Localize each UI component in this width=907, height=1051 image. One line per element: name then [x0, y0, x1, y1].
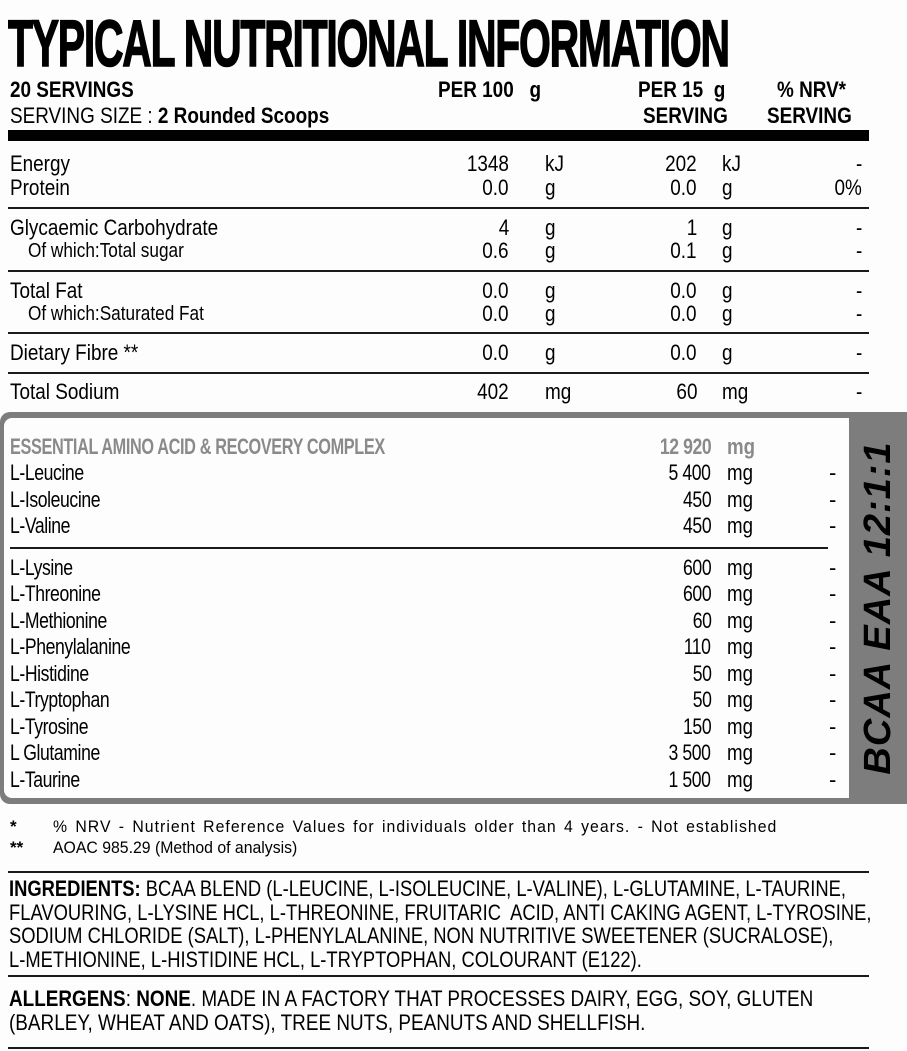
per-serving-unit: g: [722, 215, 733, 240]
per-serving-unit: kJ: [722, 151, 741, 176]
ingredients-line: BCAA BLEND (L-LEUCINE, L-ISOLEUCINE, L-VALINE), L-GLUTAMINE, L-TAURINE,: [140, 876, 847, 901]
amino-value: 5 400: [668, 460, 711, 485]
per-serving-value: 0.0: [670, 175, 697, 200]
nutrient-row-saturated-fat: [0, 302, 870, 326]
per100-value: 4: [498, 215, 509, 240]
amino-nrv: -: [829, 687, 837, 712]
per100-value: 402: [477, 379, 509, 404]
amino-nrv: -: [829, 767, 837, 792]
per100-value: 0.0: [482, 278, 509, 303]
per100-value: 0.0: [482, 301, 509, 326]
amino-heading-row: [4, 434, 849, 460]
amino-row-tryptophan: [4, 687, 849, 713]
nrv-value: -: [855, 301, 862, 326]
amino-label: L Glutamine: [10, 740, 100, 765]
footnote-mark: **: [10, 838, 24, 857]
amino-label: L-Lysine: [10, 555, 73, 580]
amino-label: L-Leucine: [10, 460, 84, 485]
amino-unit: mg: [727, 460, 753, 485]
footnote-mark: *: [10, 817, 17, 836]
per-serving-value: 202: [665, 151, 697, 176]
allergens-value: NONE: [136, 986, 191, 1011]
amino-row-methionine: [4, 608, 849, 634]
amino-label: L-Taurine: [10, 767, 80, 792]
amino-row-lysine: [4, 555, 849, 581]
ingredients-divider: [8, 975, 869, 977]
nrv-value: -: [855, 278, 862, 303]
amino-row-phenylalanine: [4, 634, 849, 660]
amino-row-valine: [4, 513, 849, 539]
amino-row-threonine: [4, 581, 849, 607]
amino-value: 50: [692, 661, 711, 686]
per-serving-unit: g: [722, 278, 733, 303]
per-serving-unit: g: [722, 340, 733, 365]
bcaa-divider: [10, 547, 828, 549]
row-divider: [8, 332, 869, 334]
amino-label: L-Valine: [10, 513, 71, 538]
per-serving-value: 60: [675, 379, 697, 404]
amino-unit: mg: [727, 487, 753, 512]
per-serving-unit: g: [722, 238, 733, 263]
nutrient-row-sugar: [0, 239, 870, 263]
per-serving-value: 0.0: [670, 278, 697, 303]
nrv-value: -: [855, 238, 862, 263]
amino-row-taurine: [4, 767, 849, 793]
nutrient-row-sodium: [0, 380, 870, 404]
per-serving-unit: g: [722, 301, 733, 326]
amino-unit: mg: [727, 608, 753, 633]
amino-label: L-Threonine: [10, 581, 101, 606]
nrv-value: -: [855, 340, 862, 365]
amino-unit: mg: [727, 555, 753, 580]
amino-label: L-Isoleucine: [10, 487, 101, 512]
amino-acid-table: [4, 418, 849, 798]
ingredients-line: L-METHIONINE, L-HISTIDINE HCL, L-TRYPTOPHAN, COLOURANT (E122).: [9, 946, 642, 972]
row-divider: [8, 270, 869, 272]
amino-label: L-Methionine: [10, 608, 107, 633]
amino-value: 50: [692, 687, 711, 712]
bcaa-ratio-sidebar: [850, 412, 907, 804]
ingredients-label: INGREDIENTS:: [9, 876, 141, 901]
amino-unit: mg: [727, 767, 753, 792]
amino-nrv: -: [829, 487, 837, 512]
amino-value: 1 500: [668, 767, 711, 792]
nrv-value: -: [855, 151, 862, 176]
per100-unit: g: [545, 238, 556, 263]
amino-nrv: -: [829, 634, 837, 659]
amino-nrv: -: [829, 608, 837, 633]
nutrient-label: Energy: [10, 151, 70, 176]
allergens-text: . MADE IN A FACTORY THAT PROCESSES DAIRY, EGG, SOY, GLUTEN: [190, 986, 814, 1011]
nutrient-label: Glycaemic Carbohydrate: [10, 215, 219, 240]
amino-unit: mg: [727, 581, 753, 606]
per100-value: 1348: [466, 151, 509, 176]
amino-total-value: 12 920: [659, 434, 711, 459]
per100-unit: g: [545, 278, 556, 303]
amino-unit: mg: [727, 714, 753, 739]
amino-nrv: -: [829, 555, 837, 580]
serving-size-value: 2 Rounded Scoops: [157, 103, 330, 128]
nrv-value: -: [855, 379, 862, 404]
allergens-label: ALLERGENS: [9, 986, 126, 1011]
amino-row-glutamine: [4, 740, 849, 766]
per100-value: 0.0: [482, 340, 509, 365]
page-title: TYPICAL NUTRITIONAL INFORMATION: [8, 6, 729, 80]
column-per-100g: PER 100 g: [438, 77, 542, 102]
amino-unit: mg: [727, 634, 753, 659]
per100-unit: g: [545, 215, 556, 240]
nutrient-label: Of which:Saturated Fat: [28, 303, 204, 325]
serving-size: [10, 103, 381, 129]
per-serving-unit: g: [722, 175, 733, 200]
ingredients-section: [9, 877, 871, 971]
amino-label: L-Histidine: [10, 661, 89, 686]
amino-total-unit: mg: [727, 434, 756, 459]
footnote-text: AOAC 985.29 (Method of analysis): [53, 838, 298, 857]
per100-unit: g: [545, 175, 556, 200]
allergens-divider: [8, 1047, 869, 1049]
per-serving-value: 0.1: [670, 238, 697, 263]
bcaa-ratio-label: BCAA EAA 12:1:1: [857, 441, 899, 775]
amino-label: L-Tryptophan: [10, 687, 110, 712]
ingredients-line: FLAVOURING, L-LYSINE HCL, L-THREONINE, FRUITARIC ACID, ANTI CAKING AGENT, L-TYROSINE,: [9, 899, 872, 925]
footnote-aoac: [0, 838, 907, 858]
per-serving-value: 1: [686, 215, 697, 240]
footnote-text: % NRV - Nutrient Reference Values for individuals older than 4 years. - Not established: [53, 817, 778, 836]
row-divider: [8, 207, 869, 209]
nutrient-label: Total Fat: [10, 278, 83, 303]
amino-value: 3 500: [668, 740, 711, 765]
amino-unit: mg: [727, 513, 753, 538]
amino-row-leucine: [4, 460, 849, 486]
nutrient-row-protein: [0, 176, 870, 200]
amino-label: L-Phenylalanine: [10, 634, 131, 659]
per100-unit: g: [545, 340, 556, 365]
nrv-value: -: [855, 215, 862, 240]
per-serving-value: 0.0: [670, 301, 697, 326]
amino-nrv: -: [829, 513, 837, 538]
nutrient-row-fat: [0, 279, 870, 303]
amino-nrv: -: [829, 581, 837, 606]
per-serving-unit: mg: [722, 379, 749, 404]
amino-unit: mg: [727, 687, 753, 712]
amino-row-isoleucine: [4, 487, 849, 513]
amino-nrv: -: [829, 460, 837, 485]
nutrient-row-energy: [0, 152, 870, 176]
nrv-value: 0%: [834, 175, 862, 200]
amino-value: 150: [682, 714, 711, 739]
allergens-text-line2: (BARLEY, WHEAT AND OATS), TREE NUTS, PEANUTS AND SHELLFISH.: [9, 1009, 646, 1035]
amino-value: 450: [682, 513, 711, 538]
allergens-section: [9, 987, 871, 1034]
servings-count: 20 SERVINGS: [10, 77, 134, 102]
amino-unit: mg: [727, 740, 753, 765]
amino-unit: mg: [727, 661, 753, 686]
amino-value: 600: [682, 555, 711, 580]
footnote-nrv: [0, 817, 907, 837]
per100-value: 0.6: [482, 238, 509, 263]
amino-value: 600: [682, 581, 711, 606]
nutrient-row-fibre: [0, 341, 870, 365]
nutrient-label: Protein: [10, 175, 70, 200]
amino-nrv: -: [829, 714, 837, 739]
amino-label: L-Tyrosine: [10, 714, 89, 739]
row-divider: [8, 372, 869, 374]
amino-row-tyrosine: [4, 714, 849, 740]
amino-heading: ESSENTIAL AMINO ACID & RECOVERY COMPLEX: [10, 434, 385, 459]
per100-unit: mg: [545, 379, 572, 404]
footnote-divider: [8, 871, 869, 873]
amino-acid-panel: [0, 412, 907, 804]
per-serving-value: 0.0: [670, 340, 697, 365]
amino-nrv: -: [829, 661, 837, 686]
per100-unit: g: [545, 301, 556, 326]
amino-row-histidine: [4, 661, 849, 687]
column-nrv-line1: % NRV*: [777, 77, 847, 102]
nutrient-label: Of which:Total sugar: [28, 240, 184, 262]
per100-unit: kJ: [545, 151, 564, 176]
serving-size-label: SERVING SIZE :: [10, 103, 158, 128]
allergens-colon: :: [125, 986, 137, 1011]
amino-value: 450: [682, 487, 711, 512]
header-divider: [8, 130, 869, 141]
column-nrv-line2: SERVING: [767, 103, 852, 128]
nutrient-row-carbohydrate: [0, 216, 870, 240]
nutrient-label: Total Sodium: [10, 379, 120, 404]
amino-value: 60: [692, 608, 711, 633]
per100-value: 0.0: [482, 175, 509, 200]
ingredients-line: SODIUM CHLORIDE (SALT), L-PHENYLALANINE, NON NUTRITIVE SWEETENER (SUCRALOSE),: [9, 923, 834, 948]
column-per-serving-line1: PER 15 g: [638, 77, 726, 102]
amino-nrv: -: [829, 740, 837, 765]
amino-value: 110: [684, 634, 711, 659]
nutrient-label: Dietary Fibre **: [10, 340, 139, 365]
column-per-serving-line2: SERVING: [643, 103, 728, 128]
